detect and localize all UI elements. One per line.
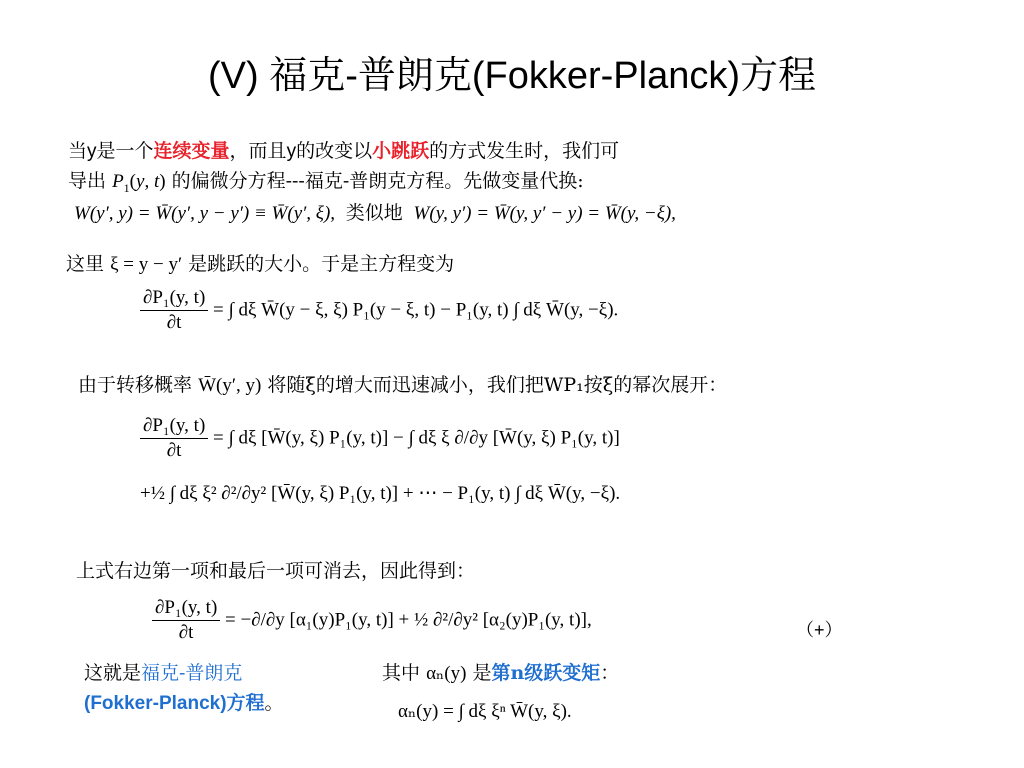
p6-text-d: 。 xyxy=(264,692,284,714)
p2-text-a: 导出 xyxy=(68,170,107,192)
paragraph-3 xyxy=(66,249,454,276)
p1-text-b: y xyxy=(87,141,97,162)
p7-math-alpha: αₙ(y) xyxy=(426,663,467,684)
eq4-numerator: ∂P₁(y, t) xyxy=(152,596,220,621)
paragraph-7 xyxy=(382,658,619,685)
p3-math-xi: ξ = y − y′ xyxy=(110,254,183,275)
eq1-left: W(y′, y) = W̄(y′, y − y′) ≡ W̄(y′, ξ), xyxy=(74,203,336,224)
equation-4-tag: （+） xyxy=(796,620,843,640)
p7-text-b: 是 xyxy=(472,662,492,684)
eq2-denominator: ∂t xyxy=(166,312,182,333)
equation-3-line-1 xyxy=(140,414,620,463)
p6-text-a: 这就是 xyxy=(84,662,142,684)
p6-highlight-english: (Fokker-Planck)方程 xyxy=(84,693,265,714)
eq3-denominator: ∂t xyxy=(166,440,182,461)
p2-text-b: 的偏微分方程---福克-普朗克方程。先做变量代换: xyxy=(171,170,584,192)
equation-3-line-2 xyxy=(140,482,620,505)
eq2-fraction xyxy=(140,286,208,335)
p3-text-b: 是跳跃的大小。于是主方程变为 xyxy=(188,253,455,275)
p4-text-a: 由于转移概率 xyxy=(78,374,193,396)
p7-text-a: 其中 xyxy=(382,662,421,684)
p1-text-c: 是一个 xyxy=(96,140,154,162)
p1-highlight-continuous-variable: 连续变量 xyxy=(153,140,230,162)
p1-text-a: 当 xyxy=(68,140,88,162)
p1-text-f: y xyxy=(286,141,297,162)
eq1-right: W(y, y′) = W̄(y, y′ − y) = W̄(y, −ξ), xyxy=(413,203,676,224)
eq3-numerator: ∂P₁(y, t) xyxy=(140,414,208,439)
paragraph-6 xyxy=(84,658,284,719)
p7-text-d: ： xyxy=(600,662,620,684)
p4-text-b: 将随ξ的增大而迅速减小，我们把WP₁按ξ的幂次展开： xyxy=(267,374,728,396)
p2-math-p1: $P_1(y$, t) xyxy=(112,171,166,195)
equation-1 xyxy=(74,198,676,225)
p1-text-e: ，而且 xyxy=(229,140,287,162)
eq2-rhs: = ∫ dξ W̄(y − ξ, ξ) P₁(y − ξ, t) − P₁(y, t) ∫ dξ W̄(y, −ξ). xyxy=(213,299,619,321)
eq2-numerator: ∂P₁(y, t) xyxy=(140,286,208,311)
eq4-fraction xyxy=(152,596,220,645)
paragraph-2 xyxy=(68,166,584,196)
paragraph-5: 上式右边第一项和最后一项可消去，因此得到： xyxy=(76,560,476,582)
eq3-line1: = ∫ dξ [W̄(y, ξ) P₁(y, t)] − ∫ dξ ξ ∂/∂y [W̄(y, ξ) P₁(y, t)] xyxy=(213,427,620,449)
p1-highlight-small-jumps: 小跳跃 xyxy=(372,140,430,162)
p6-highlight-name: 福克-普朗克 xyxy=(141,662,243,684)
slide-title: (V) 福克-普朗克(Fokker-Planck)方程 xyxy=(207,55,817,97)
paragraph-4 xyxy=(78,370,727,397)
eq4-rhs: = −∂/∂y [α₁(y)P₁(y, t)] + ½ ∂²/∂y² [α₂(y)P₁(y, t)], xyxy=(225,609,592,631)
eq3-fraction xyxy=(140,414,208,463)
p4-math-w: W̄(y′, y) xyxy=(198,375,262,396)
eq4-denominator: ∂t xyxy=(178,622,194,643)
equation-4 xyxy=(152,596,592,645)
equation-5: αₙ(y) = ∫ dξ ξⁿ W̄(y, ξ). xyxy=(398,701,572,722)
eq3-line2: +½ ∫ dξ ξ² ∂²/∂y² [W̄(y, ξ) P₁(y, t)] + ⋯ − P₁(y, t) ∫ dξ W̄(y, −ξ). xyxy=(140,483,621,504)
p1-text-g: 的改变以 xyxy=(296,140,373,162)
p3-text-a: 这里 xyxy=(66,253,105,275)
equation-2 xyxy=(140,286,618,335)
p7-highlight-moment: 第n级跃变矩 xyxy=(491,662,601,684)
p1-text-i: 的方式发生时，我们可 xyxy=(429,140,620,162)
eq1-similarly: 类似地 xyxy=(345,202,403,224)
paragraph-1 xyxy=(68,136,619,163)
